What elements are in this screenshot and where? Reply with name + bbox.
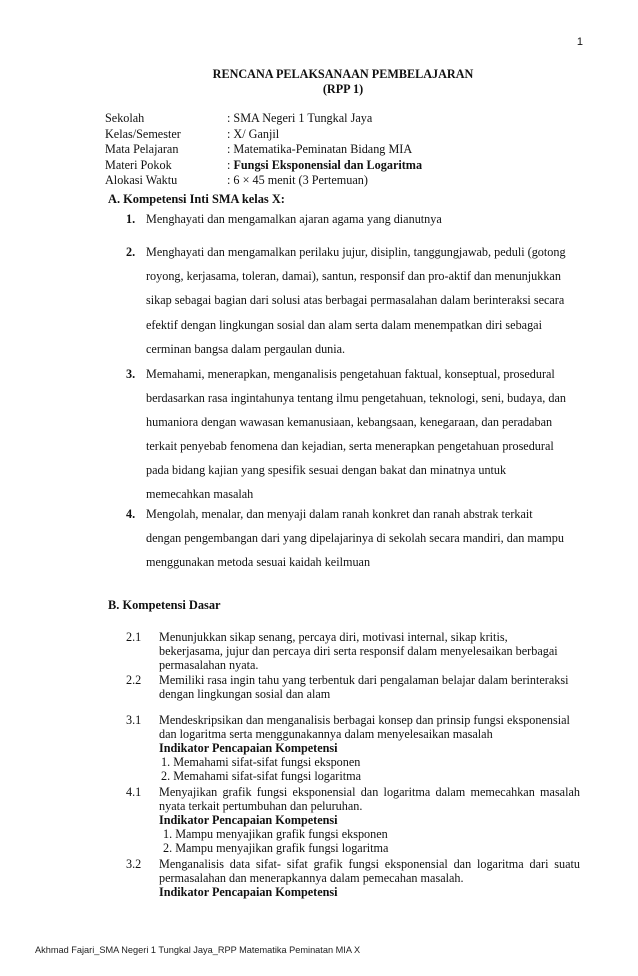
indikator-item: 2. Mampu menyajikan grafik fungsi logaritma — [163, 841, 389, 855]
identity-table — [105, 111, 422, 189]
ki-line: pada bidang kajian yang spesifik sesuai dengan bakat dan minatnya untuk — [146, 463, 507, 477]
kd-line: permasalahan nyata. — [159, 658, 259, 672]
section-b-heading: B. Kompetensi Dasar — [108, 598, 221, 612]
indikator-item: 1. Memahami sifat-sifat fungsi eksponen — [161, 755, 361, 769]
indikator-item: 2. Memahami sifat-sifat fungsi logaritma — [161, 769, 362, 783]
identity-value-bold: Fungsi Eksponensial dan Logaritma — [233, 157, 423, 172]
ki-number: 4. — [126, 507, 136, 521]
kd-number: 3.1 — [126, 713, 142, 727]
identity-value: : 6 × 45 menit (3 Pertemuan) — [227, 173, 368, 187]
page-number: 1 — [576, 36, 583, 48]
kd-line: permasalahan dan menerapkannya dalam pemecahan masalah. — [159, 871, 464, 885]
indikator-heading: Indikator Pencapaian Kompetensi — [159, 813, 338, 827]
kd-line: nyata terkait pertumbuhan dan peluruhan. — [159, 799, 363, 813]
ki-line: memecahkan masalah — [146, 487, 254, 501]
section-a-heading: A. Kompetensi Inti SMA kelas X: — [108, 192, 285, 206]
ki-line: Menghayati dan mengamalkan ajaran agama yang dianutnya — [146, 212, 442, 226]
identity-label: Mata Pelajaran — [105, 142, 179, 156]
kd-line: bekerjasama, jujur dan percaya diri serta responsif dalam menyelesaikan berbagai — [159, 644, 558, 658]
kd-item-2-2 — [159, 673, 580, 701]
kd-line: dengan lingkungan sosial dan alam — [159, 687, 331, 701]
kd-item-2-1 — [159, 630, 580, 672]
page-footer: Akhmad Fajari_SMA Negeri 1 Tungkal Jaya_RPP Matematika Peminatan MIA X — [35, 945, 361, 955]
identity-row-materi — [105, 158, 422, 174]
kd-item-4-1 — [159, 785, 580, 855]
indikator-heading: Indikator Pencapaian Kompetensi — [159, 885, 338, 899]
identity-row-mapel — [105, 142, 422, 158]
ki-line: efektif dengan lingkungan sosial dan alam serta dalam menempatkan diri sebagai — [146, 318, 542, 332]
ki-line: cerminan bangsa dalam pergaulan dunia. — [146, 342, 346, 356]
identity-row-kelas — [105, 127, 422, 143]
ki-line: sikap sebagai bagian dari solusi atas berbagai permasalahan dalam berinteraksi secara — [146, 293, 565, 307]
identity-value: : X/ Ganjil — [227, 126, 280, 141]
kd-line: Menganalisis data sifat- sifat grafik fungsi eksponensial dan logaritma dari suatu — [159, 857, 580, 871]
identity-value: : Matematika-Peminatan Bidang MIA — [227, 142, 413, 156]
kd-line: dan logaritma serta menggunakannya dalam menyelesaikan masalah — [159, 727, 493, 741]
ki-line: berdasarkan rasa ingintahunya tentang ilmu pengetahuan, teknologi, seni, budaya, dan — [146, 391, 566, 405]
identity-label: Sekolah — [105, 111, 145, 125]
kd-item-3-1 — [159, 713, 580, 783]
identity-row-sekolah — [105, 111, 422, 127]
document-title: RENCANA PELAKSANAAN PEMBELAJARAN — [212, 67, 474, 81]
kd-number: 2.1 — [126, 630, 142, 644]
identity-label: Kelas/Semester — [105, 126, 181, 141]
kd-line: Mendeskripsikan dan menganalisis berbagai konsep dan prinsip fungsi eksponensial — [159, 713, 570, 727]
identity-value — [227, 158, 422, 174]
document-subtitle: (RPP 1) — [322, 82, 364, 96]
ki-line: dengan pengembangan dari yang dipelajarinya di sekolah secara mandiri, dan mampu — [146, 531, 564, 545]
kd-line: Menunjukkan sikap senang, percaya diri, motivasi internal, sikap kritis, — [159, 630, 508, 644]
identity-label: Materi Pokok — [105, 157, 172, 172]
identity-row-alokasi — [105, 173, 422, 189]
identity-label: Alokasi Waktu — [105, 173, 178, 187]
identity-value-prefix: : — [227, 157, 234, 172]
ki-line: Mengolah, menalar, dan menyaji dalam ranah konkret dan ranah abstrak terkait — [146, 507, 533, 521]
kd-number: 2.2 — [126, 673, 142, 687]
ki-line: Menghayati dan mengamalkan perilaku jujur, disiplin, tanggungjawab, peduli (gotong — [146, 245, 566, 259]
ki-line: menggunakan metoda sesuai kaidah keilmuan — [146, 555, 371, 569]
kd-number: 3.2 — [126, 857, 142, 871]
ki-line: Memahami, menerapkan, menganalisis pengetahuan faktual, konseptual, prosedural — [146, 367, 555, 381]
kd-item-3-2 — [159, 857, 580, 899]
kd-line: Menyajikan grafik fungsi eksponensial dan logaritma dalam memecahkan masalah — [159, 785, 580, 799]
ki-number: 3. — [126, 367, 136, 381]
indikator-item: 1. Mampu menyajikan grafik fungsi eksponen — [163, 827, 388, 841]
ki-line: terkait penyebab fenomena dan kejadian, serta menerapkan pengetahuan prosedural — [146, 439, 554, 453]
kd-line: Memiliki rasa ingin tahu yang terbentuk dari pengalaman belajar dalam berinteraksi — [159, 673, 569, 687]
ki-line: humaniora dengan wawasan kemanusiaan, kebangsaan, kenegaraan, dan peradaban — [146, 415, 553, 429]
kd-number: 4.1 — [126, 785, 142, 799]
ki-number: 2. — [126, 245, 136, 259]
ki-line: royong, kerjasama, toleran, damai), santun, responsif dan pro-aktif dan menunjukkan — [146, 269, 561, 283]
identity-value: : SMA Negeri 1 Tungkal Jaya — [227, 111, 373, 125]
indikator-heading: Indikator Pencapaian Kompetensi — [159, 741, 338, 755]
ki-number: 1. — [126, 212, 136, 226]
